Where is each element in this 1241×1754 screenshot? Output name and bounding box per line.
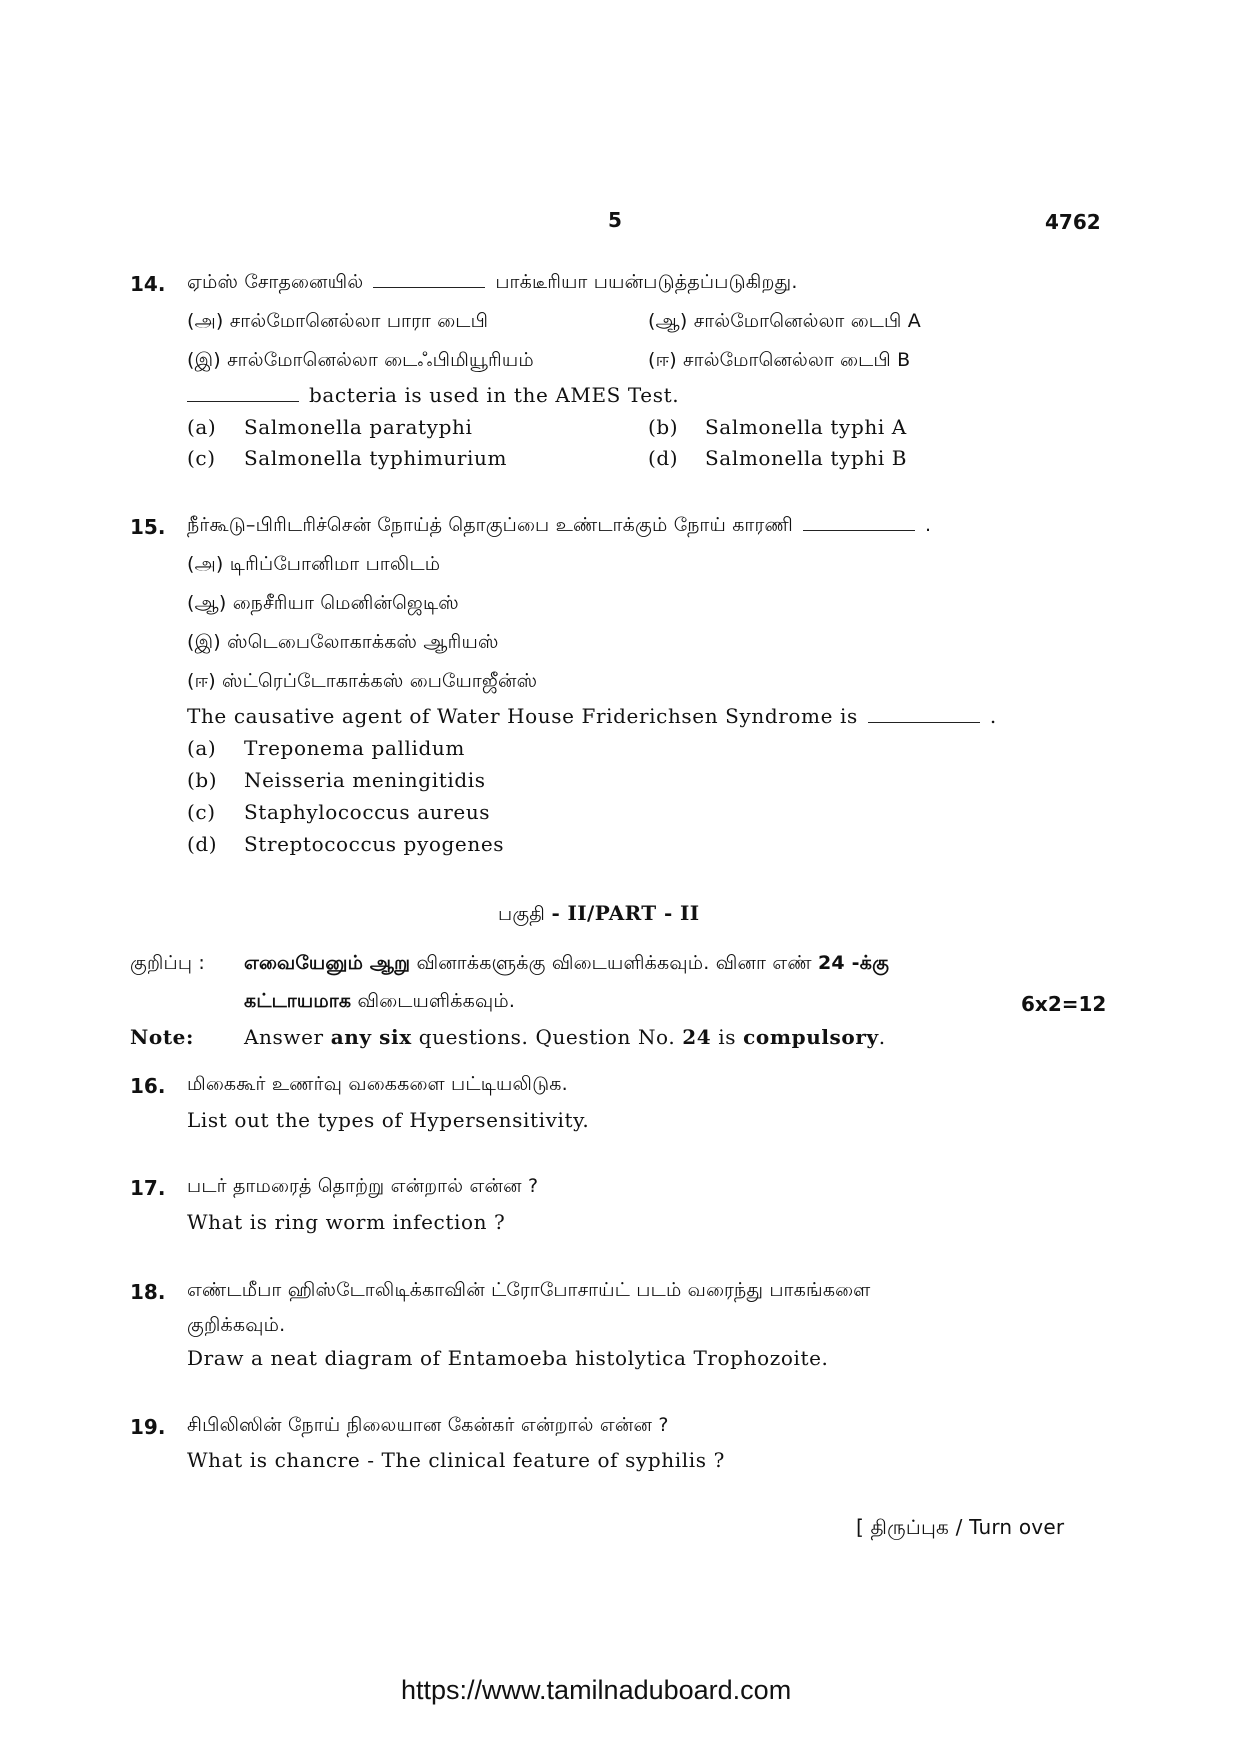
q17-tamil: படர் தாமரைத் தொற்று என்றால் என்ன ?: [187, 1175, 539, 1197]
note-emphasis: 24: [682, 1025, 712, 1049]
q14-english-option-c: [187, 446, 216, 470]
answer-blank: [373, 286, 485, 288]
note-text: questions. Question No.: [418, 1025, 676, 1049]
option-letter: (c): [187, 446, 216, 470]
q17-english: What is ring worm infection ?: [187, 1210, 506, 1234]
q14-english-question: [187, 383, 679, 407]
question-number: 19.: [130, 1415, 166, 1439]
q15-english-option-d-text: Streptococcus pyogenes: [244, 832, 505, 856]
q15-tamil-option-a: (அ) டிரிப்போனிமா பாலிடம்: [187, 553, 441, 575]
option-letter: (d): [648, 446, 679, 470]
answer-blank: [187, 400, 299, 402]
note-text: Answer: [244, 1025, 324, 1049]
note-label-tamil: குறிப்பு :: [130, 952, 206, 974]
q15-english-option-c-letter: (c): [187, 800, 216, 824]
q14-tamil-option-c: (இ) சால்மோனெல்லா டைஃபிமியூரியம்: [187, 349, 534, 371]
question-number: 17.: [130, 1176, 166, 1200]
note-emphasis: compulsory: [743, 1025, 879, 1049]
q14-tamil-option-a: (அ) சால்மோனெல்லா பாரா டைபி: [187, 310, 489, 332]
note-label-english: Note:: [130, 1025, 194, 1049]
q19-tamil: சிபிலிஸின் நோய் நிலையான கேன்கர் என்றால் என்ன ?: [187, 1414, 669, 1436]
q15-tamil-text: நீர்கூடு–பிரிடரிச்சென் நோய்த் தொகுப்பை உண்டாக்கும் நோய் காரணி: [187, 514, 793, 536]
note-tamil-line2-rest: விடையளிக்கவும்.: [357, 990, 516, 1012]
q15-english-question: The causative agent of Water House Friderichsen Syndrome is .: [187, 704, 997, 728]
q14-english-option-d-text: Salmonella typhi B: [705, 446, 908, 470]
q14-tamil-before: ஏம்ஸ் சோதனையில்: [187, 271, 364, 293]
page-number: 5: [608, 208, 622, 232]
q15-english-option-b-letter: (b): [187, 768, 218, 792]
answer-blank: [868, 721, 980, 723]
q15-english-text: The causative agent of Water House Friderichsen Syndrome is: [187, 704, 858, 728]
q14-english-option-a-text: Salmonella paratyphi: [244, 415, 473, 439]
option-letter: (b): [648, 415, 679, 439]
turn-over: [ திருப்புக / Turn over: [856, 1515, 1065, 1539]
question-number: 18.: [130, 1280, 166, 1304]
q15-english-option-d-letter: (d): [187, 832, 218, 856]
q15-tamil-option-d: (ஈ) ஸ்ட்ரெப்டோகாக்கஸ் பையோஜீன்ஸ்: [187, 670, 538, 692]
option-letter: (a): [187, 415, 217, 439]
q14-english-option-c-text: Salmonella typhimurium: [244, 446, 508, 470]
paper-code: 4762: [1045, 210, 1101, 234]
note-text: is: [718, 1025, 737, 1049]
note-english-text: [244, 1025, 886, 1049]
q14-tamil-after: பாக்டீரியா பயன்படுத்தப்படுகிறது.: [495, 271, 798, 293]
q19-english: What is chancre - The clinical feature of syphilis ?: [187, 1448, 725, 1472]
q16-english: List out the types of Hypersensitivity.: [187, 1108, 590, 1132]
q14-tamil-option-d: (ஈ) சால்மோனெல்லா டைபி B: [648, 349, 911, 371]
q15-english-option-c-text: Staphylococcus aureus: [244, 800, 491, 824]
question-number: 15.: [130, 515, 166, 539]
question-number: 14.: [130, 272, 166, 296]
q15-tamil-option-b: (ஆ) நைசீரியா மெனின்ஜெடிஸ்: [187, 592, 459, 614]
q14-tamil-option-b: (ஆ) சால்மோனெல்லா டைபி A: [648, 310, 922, 332]
section-title-english: - II/PART - II: [551, 901, 700, 925]
note-tamil-bold: எவையேனும் ஆறு: [244, 952, 411, 974]
q15-english-option-a-text: Treponema pallidum: [244, 736, 465, 760]
q15-english-option-b-text: Neisseria meningitidis: [244, 768, 486, 792]
q18-tamil-line2: குறிக்கவும்.: [187, 1314, 286, 1336]
question-number: 16.: [130, 1074, 166, 1098]
section-title-tamil: பகுதி: [498, 903, 546, 925]
note-tamil-line2: [244, 990, 515, 1015]
q15-english-option-a-letter: (a): [187, 736, 217, 760]
section-title: [498, 901, 700, 928]
q14-english-option-d: [648, 446, 678, 470]
footer-url[interactable]: https://www.tamilnaduboard.com: [401, 1675, 792, 1705]
note-tamil-rest: வினாக்களுக்கு விடையளிக்கவும். வினா எண்: [416, 952, 812, 974]
note-text: .: [878, 1025, 886, 1049]
q14-tamil-question: [187, 271, 798, 296]
q14-english-option-b-text: Salmonella typhi A: [705, 415, 907, 439]
q16-tamil: மிகைகூர் உணர்வு வகைகளை பட்டியலிடுக.: [187, 1073, 568, 1095]
q18-tamil: எண்டமீபா ஹிஸ்டோலிடிக்காவின் ட்ரோபோசாய்ட் படம் வரைந்து பாகங்களை: [187, 1279, 871, 1301]
q18-english: Draw a neat diagram of Entamoeba histolytica Trophozoite.: [187, 1346, 829, 1370]
q14-english-option-a: [187, 415, 216, 439]
marks-allocation: 6x2=12: [1021, 992, 1107, 1016]
note-tamil-line2-bold: கட்டாயமாக: [244, 990, 352, 1012]
answer-blank: [803, 529, 915, 531]
q15-tamil-option-c: (இ) ஸ்டெபைலோகாக்கஸ் ஆரியஸ்: [187, 631, 499, 653]
note-tamil-line1: [244, 952, 889, 977]
note-emphasis: any six: [330, 1025, 412, 1049]
q15-tamil-question: நீர்கூடு–பிரிடரிச்சென் நோய்த் தொகுப்பை உண்டாக்கும் நோய் காரணி .: [187, 514, 932, 536]
note-tamil-num: 24 -க்கு: [817, 952, 890, 974]
q14-english-option-b: [648, 415, 678, 439]
q14-english-after: bacteria is used in the AMES Test.: [309, 383, 680, 407]
